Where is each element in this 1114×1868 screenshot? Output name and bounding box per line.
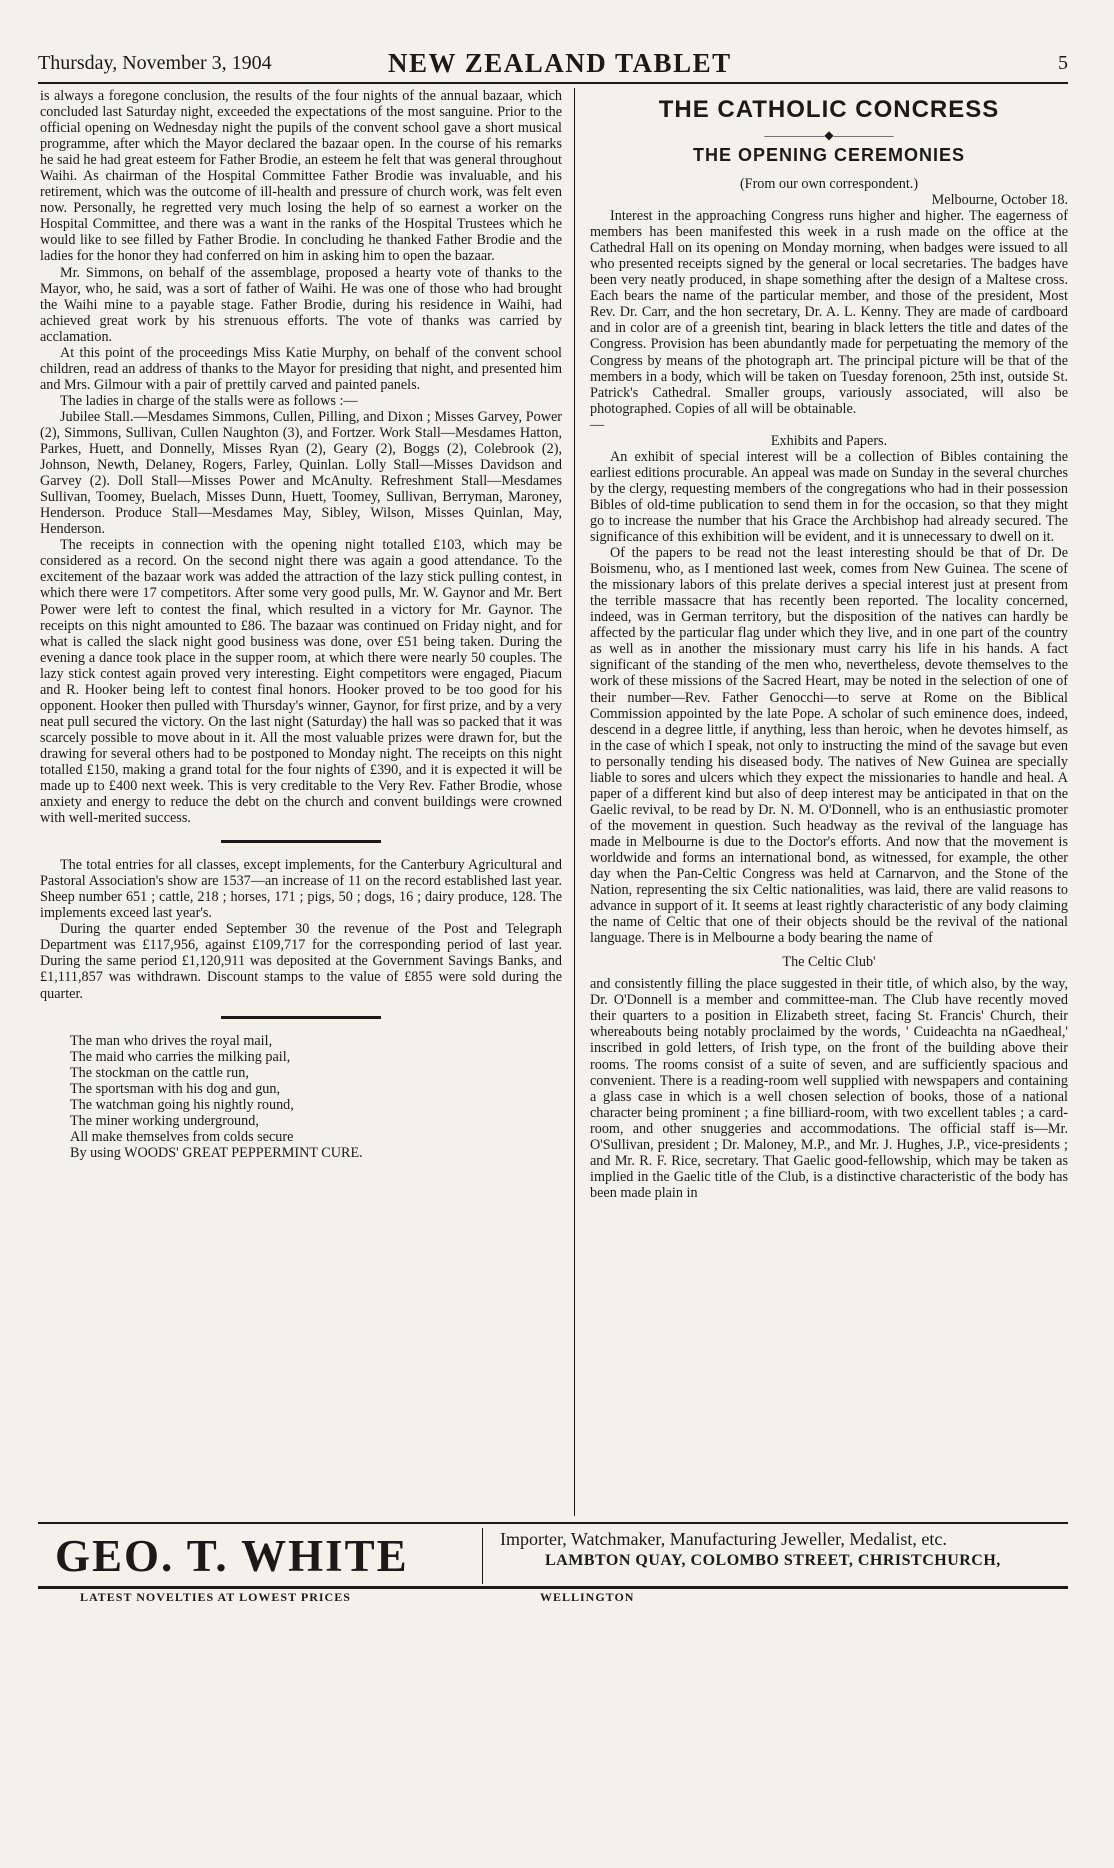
poem-line: The maid who carries the milking pail, [70,1048,291,1065]
advert-city: WELLINGTON [540,1590,635,1604]
advert-name: GEO. T. WHITE [55,1531,409,1581]
title-ornament: —————◆————— [764,128,894,142]
poem-line: The miner working underground, [70,1112,259,1129]
poem-line: The sportsman with his dog and gun, [70,1080,281,1097]
left-column [40,88,562,1161]
separator-dash: — [590,416,605,433]
issue-date: Thursday, November 3, 1904 [38,52,272,74]
advert-poem [70,1033,562,1161]
column-rule [574,88,575,1516]
poem-line: By using WOODS' GREAT PEPPERMINT CURE. [70,1144,363,1161]
papers-paragraph: Of the papers to be read not the least interesting should be that of Dr. De Boismenu, who, as I mentioned last week, comes from New Guinea. The scene of the missionary labors of this prelate derives a special interest just at present from the terrible massacre that has recently been reported. The locality concerned, indeed, was in German territory, but the disposition of the natives can hardly be affected by the particular flag under which they live, and in one part of the country as well as in another the missionary must carry his life in his hands. A fact significant of the standing of the men who, nevertheless, devote themselves to the work of these missions of the Sacred Heart, may be noted in the selection of one of their number—Rev. Father Genocchi—to serve at Rome on the Biblical Commission appointed by the late Pope. A scholar of such eminence does, indeed, descend in a degree little, if anything, less than heroic, when he devotes himself, as in the case of which I speak, not only to instructing the mind of the savage but even to personally tending his diseased body. The natives of New Guinea are specially liable to sores and ulcers which they expect the missionaries to handle and heal. A paper of a different kind but also of deep interest may be anticipated in that on the Gaelic revival, to be read by Dr. N. M. O'Donnell, who is an enthusiastic promoter of the movement in question. Such headway as the revival of the language has made in Melbourne is due to the Doctor's efforts. And now that the movement is worldwide and forms an international bond, as witnessed, for example, the other day when the Pan-Celtic Congress was held at Carnarvon, and the Stone of the Nation, representing the six Celtic nationalities, was laid, there are valid reasons to advance in support of it. It seems at least rightly characteristic of any body claiming the name of Celtic that one of their objects should be the revival of the national language. There is in Melbourne a body bearing the name of [590,545,1068,947]
advert-rule-top [38,1522,1068,1524]
masthead-rule [38,82,1068,84]
bazaar-paragraph: The ladies in charge of the stalls were as follows :— [60,392,358,409]
exhibits-heading: Exhibits and Papers. [770,432,888,449]
advert-rule-bottom [38,1586,1068,1589]
congress-intro: Interest in the approaching Congress runs higher and higher. The eagerness of members has been manifested this week in a rush made on the office at the Cathedral Hall on its opening on Monday morning, when badges were issued to all who presented receipts signed by the general or local secretaries. The badges have been very neatly produced, in shape something after the design of a Maltese cross. Each bears the name of the particular member, and those of the president, Most Rev. Dr. Carr, and the hon secretary, Dr. A. L. Kenny. They are made of cardboard and in color are of a greenish tint, bearing in black letters the title and dates of the Congress. Provision has been abundantly made for perpetuating the memory of the Congress by means of the photograph art. The principal picture will be that of the members in a body, which will be taken on Tuesday forenoon, 25th inst, outside St. Patrick's Cathedral. Smaller groups, variously associated, will also be photographed. Copies of all will be obtainable. [590,208,1068,417]
right-column [590,88,1068,1201]
advert-divider [482,1528,483,1584]
canterbury-paragraph: The total entries for all classes, except implements, for the Canterbury Agricultural and Pastoral Association's show are 1537—an increase of 11 on the record established last year. Sheep number 651 ; cattle, 218 ; horses, 171 ; pigs, 50 ; dogs, 16 ; dairy produce, 128. The implements exceed last year's. [40,857,562,922]
advert-trades: Importer, Watchmaker, Manufacturing Jeweller, Medalist, etc. [500,1529,947,1549]
newspaper-title: NEW ZEALAND TABLET [388,48,732,78]
bazaar-paragraph: At this point of the proceedings Miss Katie Murphy, on behalf of the convent school children, read an address of thanks to the Mayor for presiding that night, and presented him and Mrs. Gilmour with a pair of prettily carved and painted panels. [40,344,562,393]
article-title: THE CATHOLIC CONCRESS [658,96,1000,123]
dateline: Melbourne, October 18. [931,192,1068,209]
post-telegraph-paragraph: During the quarter ended September 30 the revenue of the Post and Telegraph Department was £117,956, against £109,717 for the corresponding period of last year. During the same period £1,120,911 was deposited at the Government Savings Banks, and £1,111,857 was withdrawn. Discount stamps to the value of £855 were sold during the quarter. [40,921,562,1002]
bazaar-paragraph: Mr. Simmons, on behalf of the assemblage, proposed a hearty vote of thanks to the Mayor, who, he said, was a sort of father of Waihi. He was one of those who had brought the Waihi mine to a payable stage. Father Brodie, during his residence in Waihi, had achieved great work by his strenuous efforts. The vote of thanks was carried by acclamation. [40,264,562,345]
poem-line: The watchman going his nightly round, [70,1096,294,1113]
bazaar-paragraph: The receipts in connection with the opening night totalled £103, which may be considered as a record. On the second night there was again a good attendance. To the excitement of the bazaar work was added the attraction of the lazy stick pulling contest, in which there were 17 competitors. After some very good pulls, Mr. W. Gaynor and Mr. Bert Power were left to contest the final, which resulted in a victory for Mr. Gaynor. The receipts on this night amounted to £86. The bazaar was continued on Friday night, and for what is called the slack night good business was done, over £51 being taken. During the evening a dance took place in the supper room, at which there were nearly 50 couples. The lazy stick contest again proved very interesting. Eight competitors were engaged, Piacum and R. Hooker being left to contest final honors. Hooker proved to be too good for his opponent. Hooker then pulled with Thursday's winner, Gaynor, for first prize, and by a very neat pull secured the victory. On the last night (Saturday) the hall was so packed that it was scarcely possible to move about in it. All the most valuable prizes were drawn for, but the drawing for several others had to be postponed to Monday night. The receipts on this night totalled £150, making a grand total for the four nights of £390, and it is expected it will be made up to £400 next week. This is very creditable to the Very Rev. Father Brodie, whose anxiety and energy to reduce the debt on the church and convent buildings were crowned with well-merited success. [40,537,562,827]
exhibits-paragraph: An exhibit of special interest will be a collection of Bibles containing the earliest editions procurable. An appeal was made on Sunday in the several churches by the clergy, requesting members of the congregations who had in their possession Bibles of old-time publication to send them in for the occasion, so that they might go to increase the number that his Grace the Archbishop had already secured. The significance of this exhibition will be evident, and it is unnecessary to dwell on it. [590,448,1068,546]
celtic-club-paragraph: and consistently filling the place suggested in their title, of which also, by the way, Dr. O'Donnell is a member and committee-man. The Club have recently moved their quarters to a position in Elizabeth street, facing St. Francis' Church, their whereabouts being notably proclaimed by the words, ' Cuideachta na nGaedheal,' inscribed in gold letters, of Irish type, on the front of the building above their rooms. The rooms consist of a suite of seven, and are sufficiently spacious and convenient. There is a reading-room well supplied with newspapers and containing a glass case in which is a well chosen selection of books, those of a national character being prominent ; a fine billiard-room, with two excellent tables ; a card-room, and other snuggeries and accommodations. The official staff is—Mr. O'Sullivan, president ; Dr. Maloney, M.P., and Mr. J. Hughes, J.P., vice-presidents ; and Mr. R. F. Rice, secretary. That Gaelic good-fellowship, which may be taken as implied in the Gaelic title of the Club, is a distinctive characteristic of the body has been made plain in [590,976,1068,1201]
byline: (From our own correspondent.) [739,176,919,192]
bazaar-paragraph: Jubilee Stall.—Mesdames Simmons, Cullen, Pilling, and Dixon ; Misses Garvey, Power (2), Simmons, Sullivan, Cullen Naughton (3), and Fortzer. Work Stall—Mesdames Hatton, Parkes, Huett, and Donnelly, Misses Ryan (2), Geary (2), Boggs (2), Colebrook (2), Johnson, Newth, Delaney, Rogers, Farley, Quinlan. Lolly Stall—Misses Davidson and Garvey (2). Doll Stall—Misses Power and McAnulty. Refreshment Stall—Mesdames Sullivan, Toomey, Buelach, Misses Dunn, Huett, Toomey, Sullivan, Berryman, Maroney, Henderson. Produce Stall—Mesdames May, Sibley, Wilson, Misses Quinlan, May, Henderson. [40,408,562,538]
poem-line: The man who drives the royal mail, [70,1032,273,1049]
celtic-club-heading: The Celtic Club' [782,954,876,971]
poem-line: All make themselves from colds secure [70,1128,294,1145]
article-subtitle: THE OPENING CEREMONIES [692,145,966,165]
bazaar-paragraph: is always a foregone conclusion, the results of the four nights of the annual bazaar, which concluded last Saturday night, exceeded the expectations of the most sanguine. Prior to the official opening on Wednesday night the pupils of the convent school gave a short musical programme, after which the Mayor declared the bazaar open. In the course of his remarks he said he had great esteem for Father Brodie, an esteem he felt that was general throughout Waihi. As chairman of the Hospital Committee Father Brodie was invaluable, and his retirement, which was the outcome of ill-health and pressure of church work, was felt even now. Personally, he regretted very much losing the help of so earnest a worker on the Hospital Committee, and there was a want in the ranks of the Hospital Trustees which he would like to see filled by Father Brodie. In concluding he thanked Father Brodie and the ladies for the honor they had conferred on him in asking him to open the bazaar. [40,88,562,265]
advert-tagline: LATEST NOVELTIES AT LOWEST PRICES [80,1590,351,1604]
masthead [38,48,1068,80]
advert-addresses: LAMBTON QUAY, COLOMBO STREET, CHRISTCHURCH, [545,1552,1001,1569]
page-number: 5 [1058,52,1068,74]
poem-line: The stockman on the cattle run, [70,1064,249,1081]
